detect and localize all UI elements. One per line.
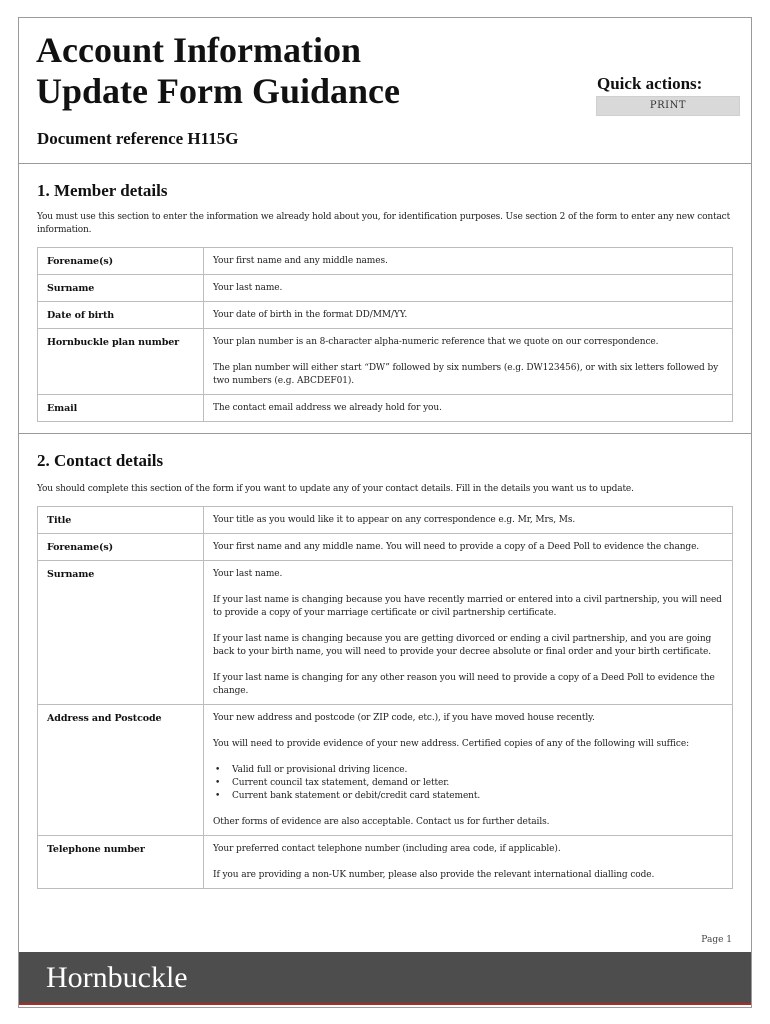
quick-actions-label: Quick actions: [597, 74, 703, 93]
table-row [38, 507, 733, 534]
row-label: Surname [38, 561, 204, 705]
document-header [19, 18, 751, 164]
row-label: Email [38, 395, 204, 422]
print-button[interactable]: PRINT [596, 96, 740, 116]
description-paragraph: Other forms of evidence are also acceptable. Contact us for further details. [213, 817, 550, 827]
description-paragraph: If your last name is changing because you have recently married or entered into a civil partnership, you will need to provide a copy of your marriage certificate or civil partnership certificate. [213, 595, 722, 618]
row-label: Hornbuckle plan number [38, 329, 204, 395]
table-row [38, 248, 733, 275]
footer-bar [19, 952, 751, 1005]
row-label: Telephone number [38, 836, 204, 889]
description-paragraph: If your last name is changing because you are getting divorced or ending a civil partnership, and you are going back to your birth name, you will need to provide your decree absolute or final order and your birth certificate. [213, 634, 712, 657]
row-description [204, 275, 733, 302]
title-line-2: Update Form Guidance [36, 71, 400, 111]
description-paragraph: Your title as you would like it to appear on any correspondence e.g. Mr, Mrs, Ms. [213, 515, 576, 525]
row-description [204, 329, 733, 395]
description-paragraph: The contact email address we already hold for you. [213, 403, 442, 413]
row-description [204, 836, 733, 889]
description-paragraph: If you are providing a non-UK number, please also provide the relevant international dialling code. [213, 870, 655, 880]
row-label: Forename(s) [38, 534, 204, 561]
table-row [38, 836, 733, 889]
title-line-1: Account Information [36, 30, 361, 70]
description-paragraph: Your first name and any middle names. [213, 256, 388, 266]
section-intro: You must use this section to enter the information we already hold about you, for identification purposes. Use section 2 of the form to enter any new contact information. [37, 212, 731, 235]
row-description [204, 507, 733, 534]
row-description [204, 302, 733, 329]
row-description [204, 534, 733, 561]
page-number: Page 1 [701, 935, 732, 945]
description-paragraph: Your plan number is an 8-character alpha-numeric reference that we quote on our correspondence. [213, 337, 659, 347]
description-paragraph: Your preferred contact telephone number (including area code, if applicable). [213, 844, 561, 854]
table-row [38, 302, 733, 329]
description-paragraph: Your first name and any middle name. You will need to provide a copy of a Deed Poll to evidence the change. [213, 542, 700, 552]
description-paragraph: You will need to provide evidence of your new address. Certified copies of any of the following will suffice: [213, 739, 690, 749]
table-row [38, 275, 733, 302]
description-paragraph: Your last name. [213, 283, 283, 293]
description-paragraph: The plan number will either start “DW” followed by six numbers (e.g. DW123456), or with six letters followed by two numbers (e.g. ABCDEF01). [213, 363, 719, 386]
list-item: • Valid full or provisional driving licence. [213, 764, 723, 777]
row-label: Surname [38, 275, 204, 302]
row-description [204, 395, 733, 422]
description-paragraph: Your last name. [213, 569, 283, 579]
member-details-table [37, 247, 733, 422]
contact-details-section [19, 434, 751, 889]
row-description [204, 561, 733, 705]
section-intro: You should complete this section of the form if you want to update any of your contact details. Fill in the details you want us to update. [37, 484, 634, 494]
table-row [38, 329, 733, 395]
row-description [204, 248, 733, 275]
table-row [38, 534, 733, 561]
table-row [38, 705, 733, 836]
document-page [18, 17, 752, 1008]
document-reference: Document reference H115G [37, 129, 239, 148]
page-title [36, 30, 556, 112]
member-details-section [19, 164, 751, 434]
contact-details-table [37, 506, 733, 889]
description-paragraph: If your last name is changing for any other reason you will need to provide a copy of a Deed Poll to evidence the change. [213, 673, 715, 696]
description-paragraph: Your date of birth in the format DD/MM/YY. [213, 310, 408, 320]
hornbuckle-logo: Hornbuckle [46, 961, 188, 994]
row-label: Forename(s) [38, 248, 204, 275]
table-row [38, 561, 733, 705]
section-title: 2. Contact details [37, 451, 164, 470]
list-item: • Current council tax statement, demand or letter. [213, 777, 723, 790]
description-paragraph: Your new address and postcode (or ZIP code, etc.), if you have moved house recently. [213, 713, 595, 723]
row-label: Title [38, 507, 204, 534]
evidence-list [213, 764, 723, 803]
row-label: Address and Postcode [38, 705, 204, 836]
row-description [204, 705, 733, 836]
section-title: 1. Member details [37, 181, 168, 200]
table-row [38, 395, 733, 422]
list-item: • Current bank statement or debit/credit card statement. [213, 790, 723, 803]
row-label: Date of birth [38, 302, 204, 329]
